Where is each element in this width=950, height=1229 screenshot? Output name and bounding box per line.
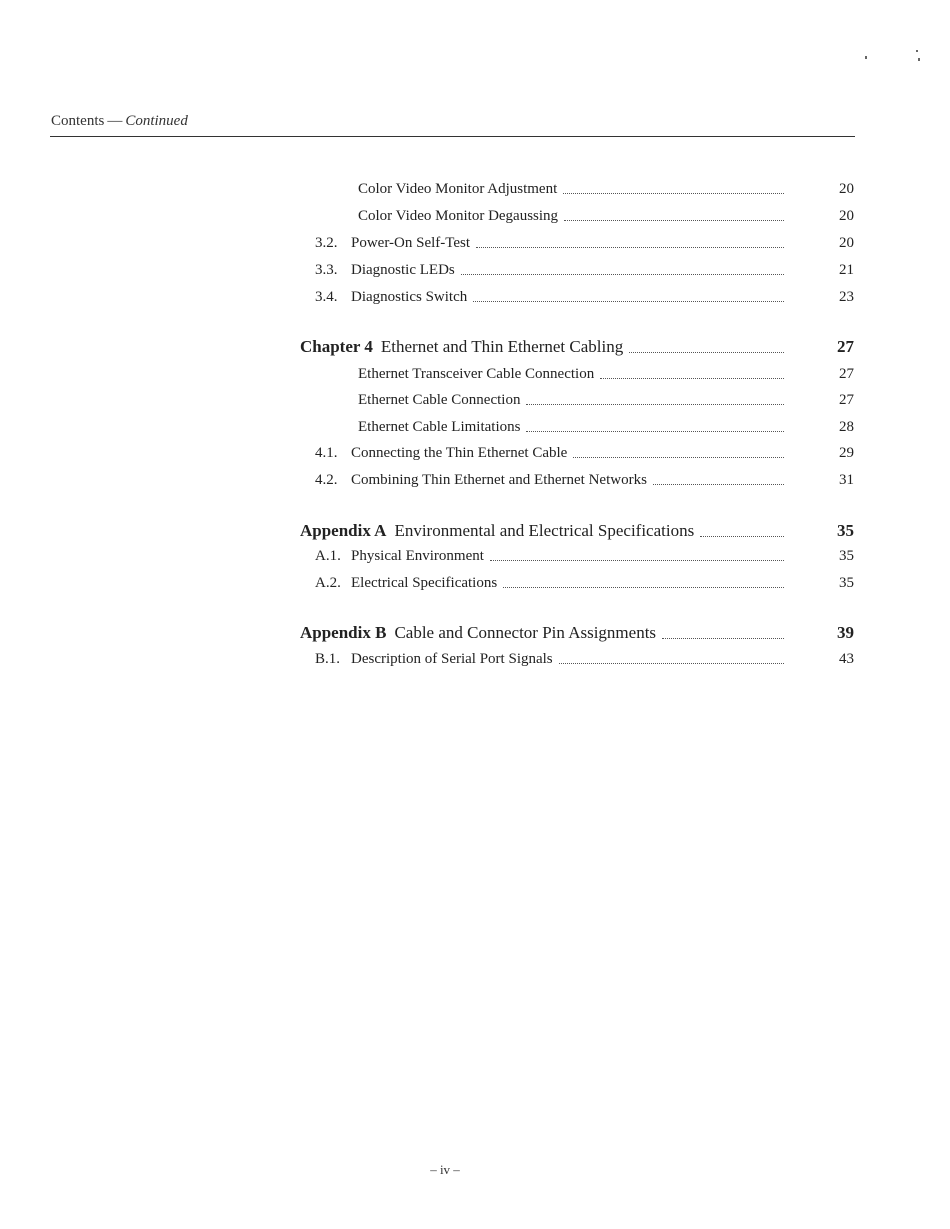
dot-leader — [700, 535, 784, 537]
toc-page-number: 20 — [839, 181, 854, 197]
toc-section-number: 3.3. — [315, 262, 338, 278]
toc-section-number: 3.4. — [315, 289, 338, 305]
toc-page-number: 29 — [839, 445, 854, 461]
dot-leader — [526, 403, 784, 405]
toc-page-number: 27 — [837, 337, 854, 356]
toc-entry-title: Ethernet Transceiver Cable Connection — [358, 366, 595, 382]
page-number: – iv – — [430, 1162, 460, 1177]
dot-leader — [503, 586, 784, 588]
dot-leader — [564, 219, 784, 221]
toc-section-entry — [300, 289, 860, 306]
toc-entry-title: Power-On Self-Test — [351, 235, 471, 251]
toc-section-number: B.1. — [315, 651, 341, 667]
dot-leader — [526, 430, 784, 432]
toc-section-number: A.2. — [315, 575, 341, 591]
toc-subsection-entry — [300, 366, 860, 383]
toc-section-number: 4.2. — [315, 472, 338, 488]
toc-chapter-entry — [300, 337, 860, 357]
toc-page-number: 20 — [839, 235, 854, 251]
toc-section-number: 3.2. — [315, 235, 338, 251]
dot-leader — [473, 300, 784, 302]
toc-section-entry — [300, 651, 860, 668]
toc-page-number: 23 — [839, 289, 854, 305]
toc-chapter-entry — [300, 623, 860, 643]
toc-entry-title: Diagnostics Switch — [351, 289, 468, 305]
toc-entry-title: Ethernet Cable Connection — [358, 392, 521, 408]
toc-chapter-entry — [300, 521, 860, 541]
scan-speck — [865, 56, 867, 59]
toc-page-number: 39 — [837, 623, 854, 642]
toc-page-number: 21 — [839, 262, 854, 278]
running-header — [51, 113, 188, 130]
toc-page-number: 31 — [839, 472, 854, 488]
toc-page-number: 35 — [839, 575, 854, 591]
toc-entry-title: Description of Serial Port Signals — [351, 651, 553, 667]
toc-page-number: 27 — [839, 366, 854, 382]
toc-page-number: 35 — [837, 521, 854, 540]
toc-section-entry — [300, 235, 860, 252]
dot-leader — [490, 559, 784, 561]
dot-leader — [573, 456, 784, 458]
dot-leader — [653, 483, 784, 485]
toc-entry-title: Connecting the Thin Ethernet Cable — [351, 445, 568, 461]
toc-page-number: 20 — [839, 208, 854, 224]
toc-chapter-label: Chapter 4 — [300, 337, 373, 356]
toc-page-number: 35 — [839, 548, 854, 564]
toc-subsection-entry — [300, 208, 860, 225]
toc-entry-title: Diagnostic LEDs — [351, 262, 455, 278]
toc-subsection-entry — [300, 392, 860, 409]
toc-entry-title: Ethernet and Thin Ethernet Cabling — [380, 337, 624, 356]
scan-speck — [918, 58, 920, 61]
header-continued: Continued — [125, 113, 188, 129]
dot-leader — [559, 662, 784, 664]
toc-section-entry — [300, 548, 860, 565]
dot-leader — [461, 273, 784, 275]
toc-subsection-entry — [300, 419, 860, 436]
header-separator: — — [107, 113, 123, 129]
toc-entry-title: Environmental and Electrical Specifications — [394, 521, 695, 540]
toc-page-number: 43 — [839, 651, 854, 667]
toc-chapter-label: Appendix A — [300, 521, 387, 540]
toc-section-entry — [300, 575, 860, 592]
toc-entry-title: Electrical Specifications — [351, 575, 498, 591]
toc-section-entry — [300, 472, 860, 489]
dot-leader — [662, 637, 784, 639]
dot-leader — [600, 377, 784, 379]
scan-speck — [916, 50, 918, 52]
toc-chapter-label: Appendix B — [300, 623, 387, 642]
toc-section-number: 4.1. — [315, 445, 338, 461]
toc-section-entry — [300, 262, 860, 279]
dot-leader — [629, 351, 784, 353]
toc-entry-title: Ethernet Cable Limitations — [358, 419, 521, 435]
header-rule — [50, 136, 855, 137]
toc-subsection-entry — [300, 181, 860, 198]
toc-entry-title: Combining Thin Ethernet and Ethernet Networks — [351, 472, 647, 488]
toc-entry-title: Cable and Connector Pin Assignments — [394, 623, 657, 642]
toc-section-entry — [300, 445, 860, 462]
toc-entry-title: Physical Environment — [351, 548, 484, 564]
toc-entry-title: Color Video Monitor Degaussing — [358, 208, 559, 224]
toc-section-number: A.1. — [315, 548, 341, 564]
toc-page-number: 28 — [839, 419, 854, 435]
toc-page-number: 27 — [839, 392, 854, 408]
header-contents: Contents — [51, 113, 105, 129]
dot-leader — [563, 192, 784, 194]
dot-leader — [476, 246, 784, 248]
toc-entry-title: Color Video Monitor Adjustment — [358, 181, 558, 197]
